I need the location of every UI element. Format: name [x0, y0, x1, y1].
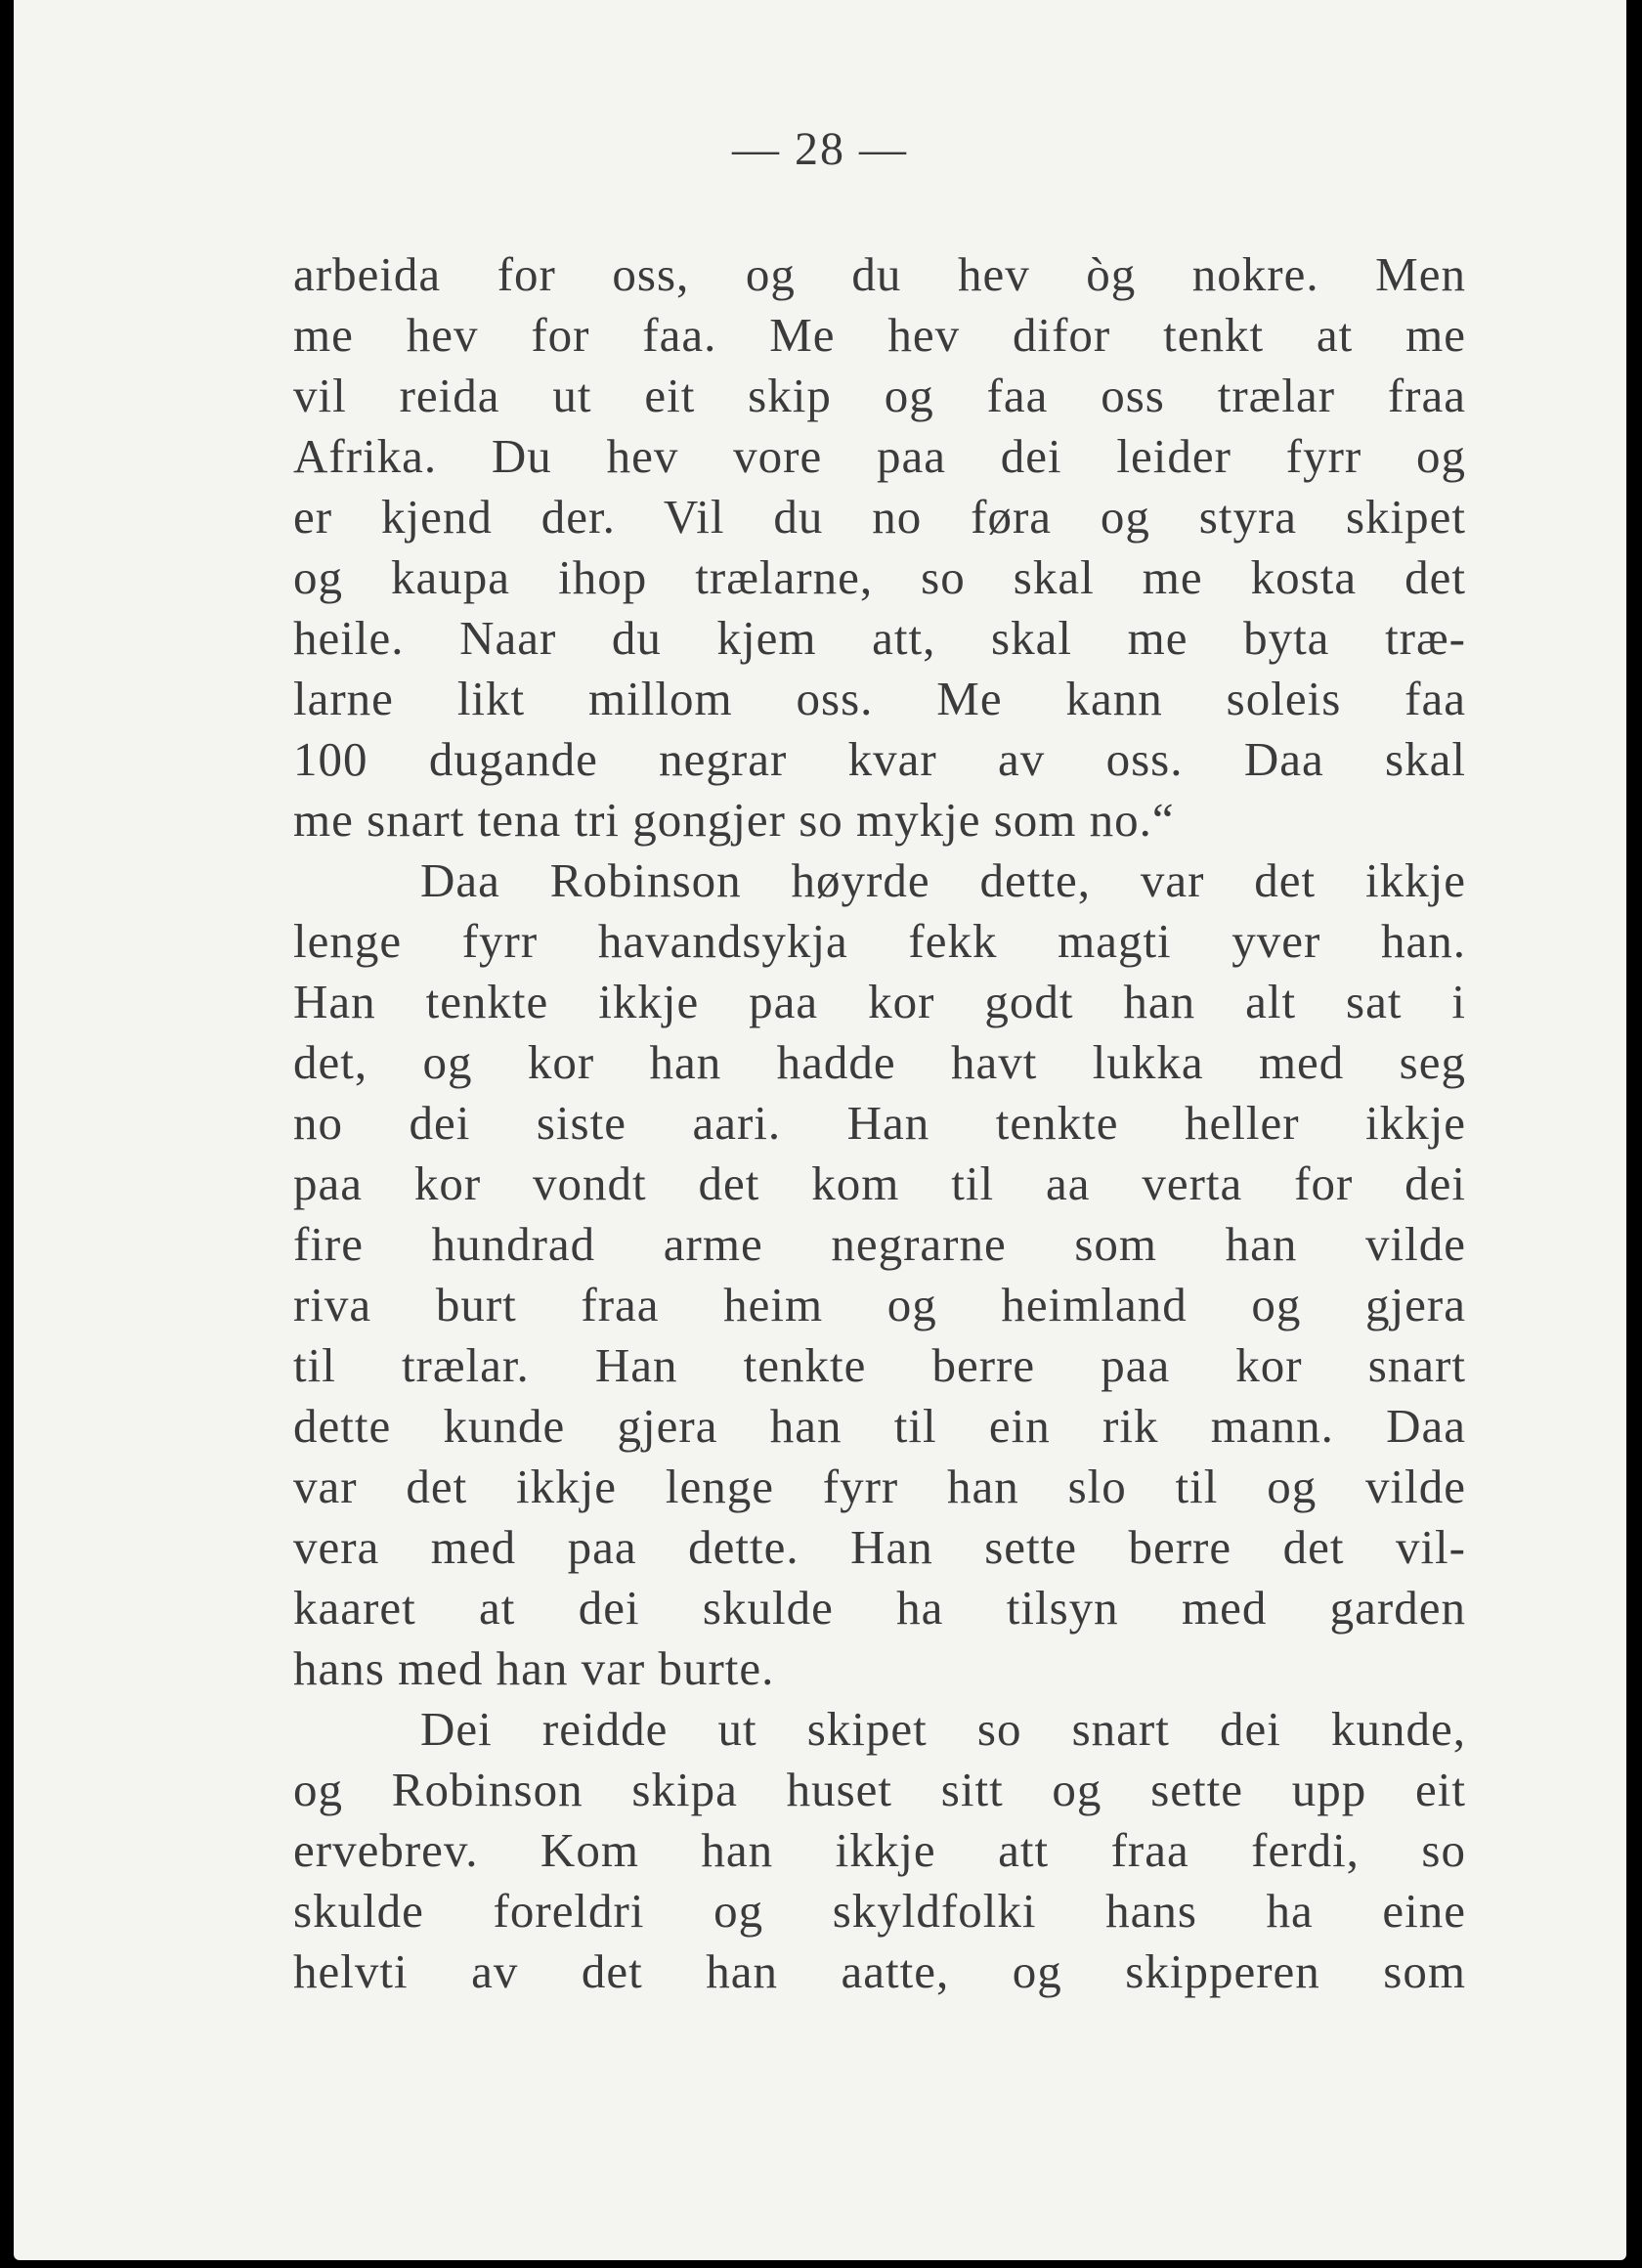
text-line: me hev for faa. Me hev difor tenkt at me — [293, 308, 1466, 362]
text-line: var det ikkje lenge fyrr han slo til og vilde — [293, 1460, 1466, 1513]
text-line: arbeida for oss, og du hev òg nokre. Men — [293, 247, 1466, 301]
text-line: 100 dugande negrar kvar av oss. Daa skal — [293, 732, 1466, 786]
text-line: hans med han var burte. — [293, 1641, 775, 1695]
text-line: no dei siste aari. Han tenkte heller ikkje — [293, 1096, 1466, 1150]
page-number: — 28 — — [732, 123, 908, 175]
book-page — [14, 0, 1626, 2260]
text-line: paa kor vondt det kom til aa verta for dei — [293, 1156, 1466, 1210]
text-line: heile. Naar du kjem att, skal me byta træ- — [293, 611, 1466, 665]
text-line: vil reida ut eit skip og faa oss trælar fraa — [293, 369, 1466, 422]
text-line: Afrika. Du hev vore paa dei leider fyrr og — [293, 429, 1466, 483]
text-line: kaaret at dei skulde ha tilsyn med garden — [293, 1581, 1466, 1635]
text-line: til trælar. Han tenkte berre paa kor snart — [293, 1338, 1466, 1392]
text-line: larne likt millom oss. Me kann soleis faa — [293, 672, 1466, 725]
text-line: Daa Robinson høyrde dette, var det ikkje — [420, 853, 1466, 907]
text-line: er kjend der. Vil du no føra og styra skipet — [293, 490, 1466, 544]
text-line: helvti av det han aatte, og skipperen som — [293, 1944, 1466, 1998]
text-line: me snart tena tri gongjer so mykje som no.“ — [293, 793, 1175, 847]
text-line: fire hundrad arme negrarne som han vilde — [293, 1217, 1466, 1271]
text-line: lenge fyrr havandsykja fekk magti yver han. — [293, 914, 1466, 968]
text-line: vera med paa dette. Han sette berre det vil- — [293, 1520, 1466, 1574]
text-line: skulde foreldri og skyldfolki hans ha eine — [293, 1884, 1466, 1938]
text-line: dette kunde gjera han til ein rik mann. Daa — [293, 1399, 1466, 1453]
text-line: og kaupa ihop trælarne, so skal me kosta det — [293, 550, 1466, 604]
text-line: ervebrev. Kom han ikkje att fraa ferdi, so — [293, 1823, 1466, 1877]
body-text — [293, 244, 1466, 2002]
text-line: riva burt fraa heim og heimland og gjera — [293, 1278, 1466, 1331]
text-line: Han tenkte ikkje paa kor godt han alt sat i — [293, 975, 1466, 1028]
text-line: og Robinson skipa huset sitt og sette upp eit — [293, 1763, 1466, 1816]
text-line: Dei reidde ut skipet so snart dei kunde, — [420, 1702, 1466, 1756]
text-line: det, og kor han hadde havt lukka med seg — [293, 1035, 1466, 1089]
